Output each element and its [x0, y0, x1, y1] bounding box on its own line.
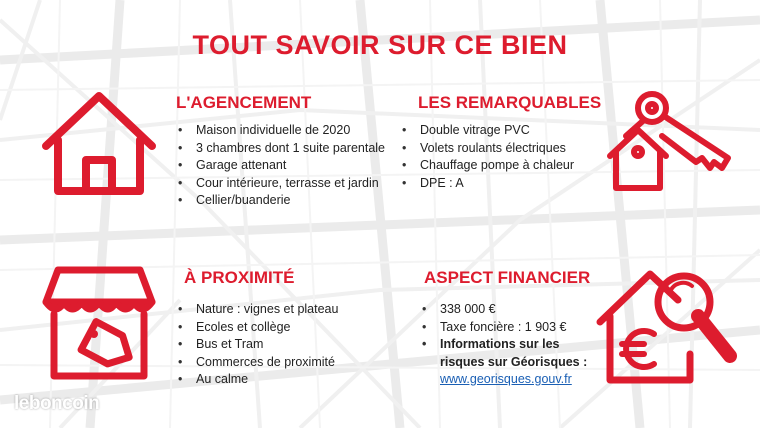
house-euro-magnifier-icon — [594, 262, 740, 390]
list-item: • Bus et Tram — [176, 336, 338, 354]
list-item-georisques — [420, 336, 600, 389]
georisques-info-text: Informations sur les risques sur Géorisques : — [440, 337, 588, 369]
section-title-proximite: À PROXIMITÉ — [184, 268, 295, 287]
section-title-remarquables: LES REMARQUABLES — [418, 93, 602, 112]
leboncoin-watermark: leboncoin — [14, 393, 100, 414]
shop-price-tag-icon — [40, 264, 158, 384]
list-remarquables — [400, 122, 574, 192]
list-item: • Cellier/buanderie — [176, 192, 385, 210]
list-agencement — [176, 122, 385, 210]
list-item: • Ecoles et collège — [176, 319, 338, 337]
list-item: • Cour intérieure, terrasse et jardin — [176, 175, 385, 193]
list-item: • Volets roulants électriques — [400, 140, 574, 158]
house-keys-icon — [600, 86, 740, 196]
section-title-aspect-financier: ASPECT FINANCIER — [424, 268, 591, 287]
list-item: • Maison individuelle de 2020 — [176, 122, 385, 140]
list-item: • Commerces de proximité — [176, 354, 338, 372]
list-aspect-financier — [420, 301, 600, 389]
list-item: • Garage attenant — [176, 157, 385, 175]
list-item: • DPE : A — [400, 175, 574, 193]
list-item: • Au calme — [176, 371, 338, 389]
section-title-agencement: L'AGENCEMENT — [176, 93, 312, 112]
list-item: • Double vitrage PVC — [400, 122, 574, 140]
list-item: • Chauffage pompe à chaleur — [400, 157, 574, 175]
house-icon — [40, 88, 158, 198]
georisques-link[interactable]: www.georisques.gouv.fr — [440, 372, 572, 386]
list-proximite — [176, 301, 338, 389]
list-item: • 3 chambres dont 1 suite parentale — [176, 140, 385, 158]
page-title: TOUT SAVOIR SUR CE BIEN — [192, 30, 568, 60]
list-item: • Taxe foncière : 1 903 € — [420, 319, 600, 337]
list-item: • Nature : vignes et plateau — [176, 301, 338, 319]
list-item: • 338 000 € — [420, 301, 600, 319]
